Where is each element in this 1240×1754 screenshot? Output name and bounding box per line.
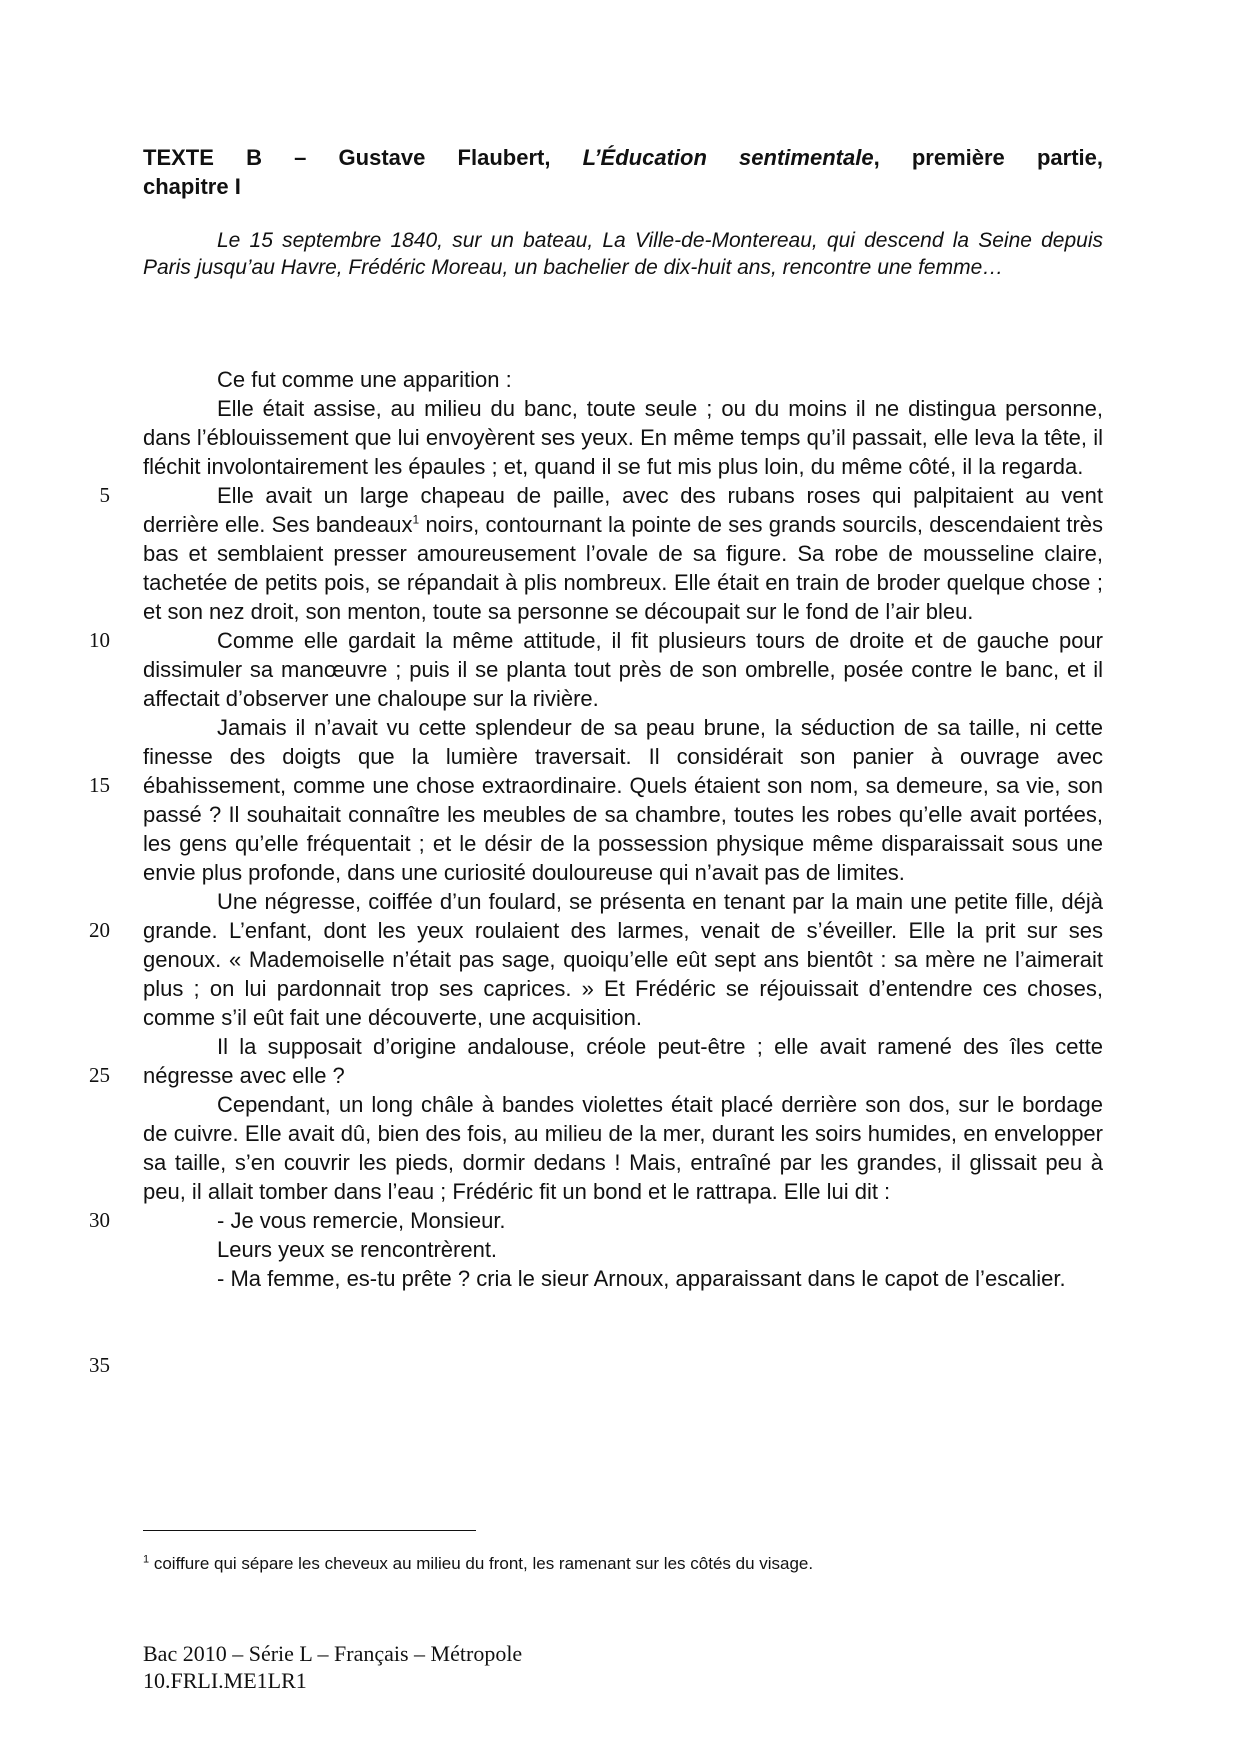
paragraph: - Ma femme, es-tu prête ? cria le sieur Arnoux, apparaissant dans le capot de l’escalier.	[217, 1266, 1066, 1291]
line-number: 5	[99, 483, 110, 507]
paragraph-part: noirs, contournant la pointe de ses grands sourcils, descendaient très bas et semblaient presser amoureusement l’ovale de sa figure. Sa robe de mousseline claire, tachetée de petits pois, se répandait à plis nombreux. Elle était en train de broder quelque chose ; et son nez droit, son menton, toute sa personne se découpait sur le fond de l’air bleu.	[143, 512, 1104, 624]
paragraph-part: Elle avait un large chapeau de paille, avec des rubans roses qui palpitaient au vent derrière elle. Ses bandeaux	[143, 483, 1103, 537]
footnote-separator	[143, 1530, 476, 1531]
footnote-reference: 1	[412, 512, 420, 527]
paragraph: Jamais il n’avait vu cette splendeur de sa peau brune, la séduction de sa taille, ni cette finesse des doigts que la lumière traversait. Il considérait son panier à ouvrage avec ébahissement, comme une chose extraordinaire. Quels étaient son nom, sa demeure, sa vie, son passé ? Il souhaitait connaître les meubles de sa chambre, toutes les robes qu’elle avait portées, les gens qu’elle fréquentait ; et le désir de la possession physique même disparaissait sous une envie plus profonde, dans une curiosité douloureuse qui n’avait pas de limites.	[143, 715, 1103, 885]
exam-info: Bac 2010 – Série L – Français – Métropole	[143, 1641, 523, 1666]
paragraph: Ce fut comme une apparition :	[217, 367, 512, 392]
paragraph: Il la supposait d’origine andalouse, créole peut-être ; elle avait ramené des îles cette négresse avec elle ?	[143, 1034, 1103, 1088]
line-number: 30	[89, 1208, 110, 1232]
footnote-marker: 1	[143, 1553, 150, 1566]
line-number: 15	[89, 773, 110, 797]
paragraph: Une négresse, coiffée d’un foulard, se présenta en tenant par la main une petite fille, déjà grande. L’enfant, dont les yeux roulaient des larmes, venait de s’éveiller. Elle la prit sur ses genoux. « Mademoiselle n’était pas sage, quoiqu’elle eût sept ans bientôt : sa mère ne l’aimerait plus ; on lui pardonnait trop ses caprices. » Et Frédéric se réjouissait d’entendre ces choses, comme s’il eût fait une découverte, une acquisition.	[143, 889, 1103, 1030]
line-number: 10	[89, 628, 110, 652]
heading-prefix: TEXTE B – Gustave Flaubert,	[143, 145, 583, 170]
text-body	[143, 365, 1103, 1293]
exam-code: 10.FRLI.ME1LR1	[143, 1668, 307, 1693]
paragraph: Elle était assise, au milieu du banc, toute seule ; ou du moins il ne distingua personne, dans l’éblouissement que lui envoyèrent ses yeux. En même temps qu’il passait, elle leva la tête, il fléchit involontairement les épaules ; et, quand il se fut mis plus loin, du même côté, il la regarda.	[143, 396, 1103, 479]
line-number: 35	[89, 1353, 110, 1377]
paragraph: Leurs yeux se rencontrèrent.	[217, 1237, 498, 1262]
paragraph	[143, 481, 1103, 626]
line-number: 25	[89, 1063, 110, 1087]
text-heading	[143, 143, 1103, 172]
line-number: 20	[89, 918, 110, 942]
paragraph: Cependant, un long châle à bandes violettes était placé derrière son dos, sur le bordage de cuivre. Elle avait dû, bien des fois, au milieu de la mer, durant les soirs humides, en envelopper sa taille, s’en couvrir les pieds, dormir dedans ! Mais, entraîné par les grandes, il glissait peu à peu, il allait tomber dans l’eau ; Frédéric fit un bond et le rattrapa. Elle lui dit :	[143, 1092, 1103, 1204]
footnote-text: coiffure qui sépare les cheveux au milieu du front, les ramenant sur les côtés du visage.	[149, 1554, 814, 1573]
heading-chapter: chapitre I	[143, 174, 241, 199]
heading-suffix: , première partie,	[873, 145, 1103, 170]
book-title: L’Éducation sentimentale	[582, 145, 874, 170]
footnote	[143, 1552, 813, 1576]
paragraph: - Je vous remercie, Monsieur.	[217, 1208, 506, 1233]
paragraph: Comme elle gardait la même attitude, il fit plusieurs tours de droite et de gauche pour dissimuler sa manœuvre ; puis il se planta tout près de son ombrelle, posée contre le banc, et il affectait d’observer une chaloupe sur la rivière.	[143, 628, 1103, 711]
page-footer	[143, 1640, 522, 1694]
intro-paragraph: Le 15 septembre 1840, sur un bateau, La Ville-de-Montereau, qui descend la Seine depuis Paris jusqu’au Havre, Frédéric Moreau, un bachelier de dix-huit ans, rencontre une femme…	[143, 229, 1103, 279]
